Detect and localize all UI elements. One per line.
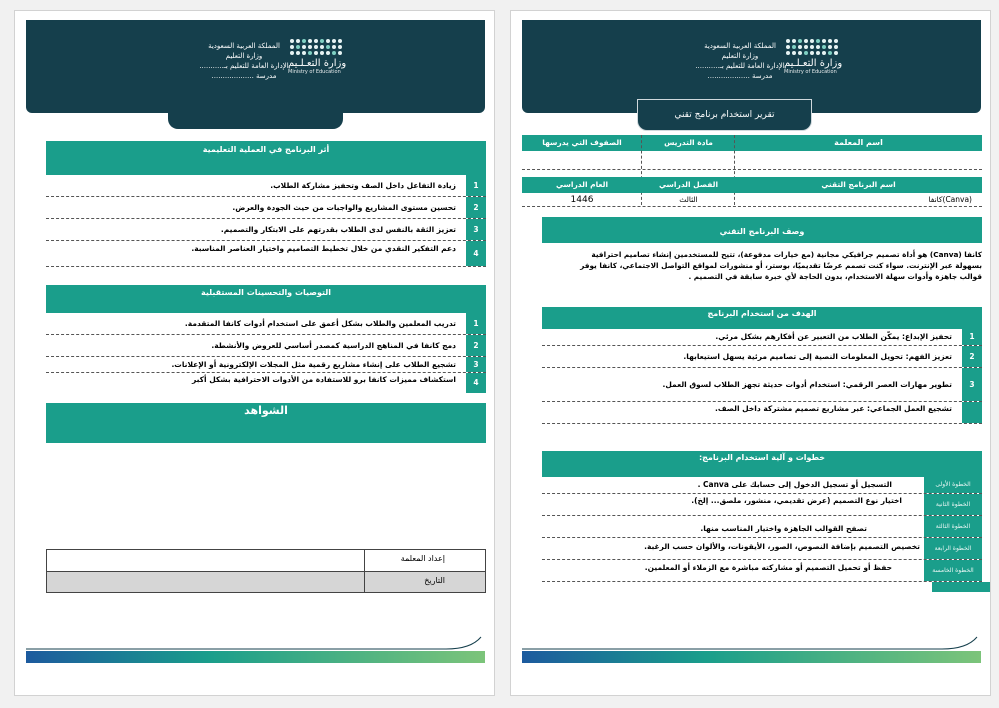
footer-wave — [522, 633, 981, 663]
goal-row: 3 تطوير مهارات العصر الرقمي: استخدام أدوات حديثة تجهز الطلاب لسوق العمل. — [542, 368, 982, 402]
recommendation-row: 3 تشجيع الطلاب على إنشاء مشاريع رقمية مثل المجلات الإلكترونية أو الإعلانات. — [46, 357, 486, 373]
ministry-text: المملكة العربية السعودية وزارة التعليم الإدارة العامة للتعليم بـ........... مدرسة ................... — [695, 42, 785, 80]
date-row: التاريخ — [46, 571, 486, 593]
col-subject: مادة التدريس — [642, 135, 735, 151]
step-row: الخطوة الرابعة تخصيص التصميم بإضافة النصوص، الصور، الأيقونات، والألوان حسب الرغبة. — [542, 538, 982, 560]
impact-row: 3 تعزيز الثقة بالنفس لدى الطلاب بقدرتهم على الابتكار والتصميم. — [46, 219, 486, 241]
goal-row: تشجيع العمل الجماعي: عبر مشاريع تصميم مشتركة داخل الصف. — [542, 402, 982, 424]
goal-title: الهدف من استخدام البرنامج — [542, 307, 982, 329]
moe-logo: وزارة التعـلـيم Ministry of Education — [288, 39, 368, 89]
step-row: الخطوة الثالثة تصفح القوالب الجاهزة واختيار المناسب منها. — [542, 516, 982, 538]
recommendation-row: 4 استكشاف مميزات كانفا برو للاستفادة من الأدوات الاحترافية بشكل أكبر — [46, 373, 486, 393]
recommendation-row: 1 تدريب المعلمين والطلاب بشكل أعمق على استخدام أدوات كانفا المتقدمة. — [46, 313, 486, 335]
col-year: العام الدراسي — [522, 177, 642, 193]
prepared-row: إعداد المعلمة — [46, 549, 486, 571]
impact-row: 2 تحسين مستوى المشاريع والواجبات من حيث الجودة والعرض. — [46, 197, 486, 219]
col-teacher: اسم المعلمة — [735, 135, 982, 151]
impact-row: 4 دعم التفكير النقدي من خلال تخطيط التصاميم واختيار العناصر المناسبة. — [46, 241, 486, 267]
program-value: كانفا(Canva) — [928, 195, 972, 204]
page-left — [14, 10, 495, 696]
step-row: الخطوة الأولى التسجيل أو تسجيل الدخول إلى حسابك على Canva . — [542, 477, 982, 494]
page-right — [510, 10, 991, 696]
desc-text: كانفا (Canva) هو أداة تصميم جرافيكي مجانية (مع خيارات مدفوعة)، تتيح للمستخدمين إنشاء تصاميم احترافية بسهولة عبر الإنترنت. سواء كنت تصمم عرضًا تقديميًا، بوستر، أو منشورات لمواقع التواصل الاجتماعي، كانفا يوفر قوالب جاهزة وأدوات سهلة الاستخدام، بدون الحاجة لأي خبرة سابقة في التصميم . — [580, 250, 982, 281]
report-title: تقرير استخدام برنامج تقني — [637, 99, 812, 131]
moe-logo: وزارة التعـلـيم Ministry of Education — [784, 39, 864, 89]
impact-row: 1 زيادة التفاعل داخل الصف وتحفيز مشاركة الطلاب. — [46, 175, 486, 197]
goal-row: 2 تعزيز الفهم: تحويل المعلومات النصية إلى تصاميم مرئية يسهل استيعابها. — [542, 346, 982, 368]
recommendations-title: التوصيات والتحسينات المستقبلية — [46, 285, 486, 313]
impact-title: أثر البرنامج في العملية التعليمية — [46, 141, 486, 175]
evidence-title: الشواهد — [46, 403, 486, 443]
step-row: الخطوة الخامسة حفظ أو تحميل التصميم أو مشاركته مباشرة مع الزملاء أو المعلمين. — [542, 560, 982, 582]
ministry-text: المملكة العربية السعودية وزارة التعليم الإدارة العامة للتعليم بـ........... مدرسة ................... — [199, 42, 289, 80]
goal-row: 1 تحفيز الإبداع: يمكّن الطلاب من التعبير عن أفكارهم بشكل مرئي. — [542, 329, 982, 346]
steps-title: خطوات و آلية استخدام البرنامج: — [542, 451, 982, 477]
desc-title: وصف البرنامج التقني — [542, 217, 982, 243]
header-tab — [168, 105, 343, 129]
footer-wave — [26, 633, 485, 663]
col-program: اسم البرنامج التقني — [735, 177, 982, 193]
recommendation-row: 2 دمج كانفا في المناهج الدراسية كمصدر أساسي للعروض والأنشطة. — [46, 335, 486, 357]
term-value: الثالث — [679, 195, 698, 204]
col-grades: الصفوف التي يدرسها — [522, 135, 642, 151]
col-term: الفصل الدراسي — [642, 177, 735, 193]
year-value: 1446 — [570, 195, 594, 205]
step-row: الخطوة الثانية اختيار نوع التصميم (عرض تقديمي، منشور، ملصق... إلخ). — [542, 494, 982, 516]
